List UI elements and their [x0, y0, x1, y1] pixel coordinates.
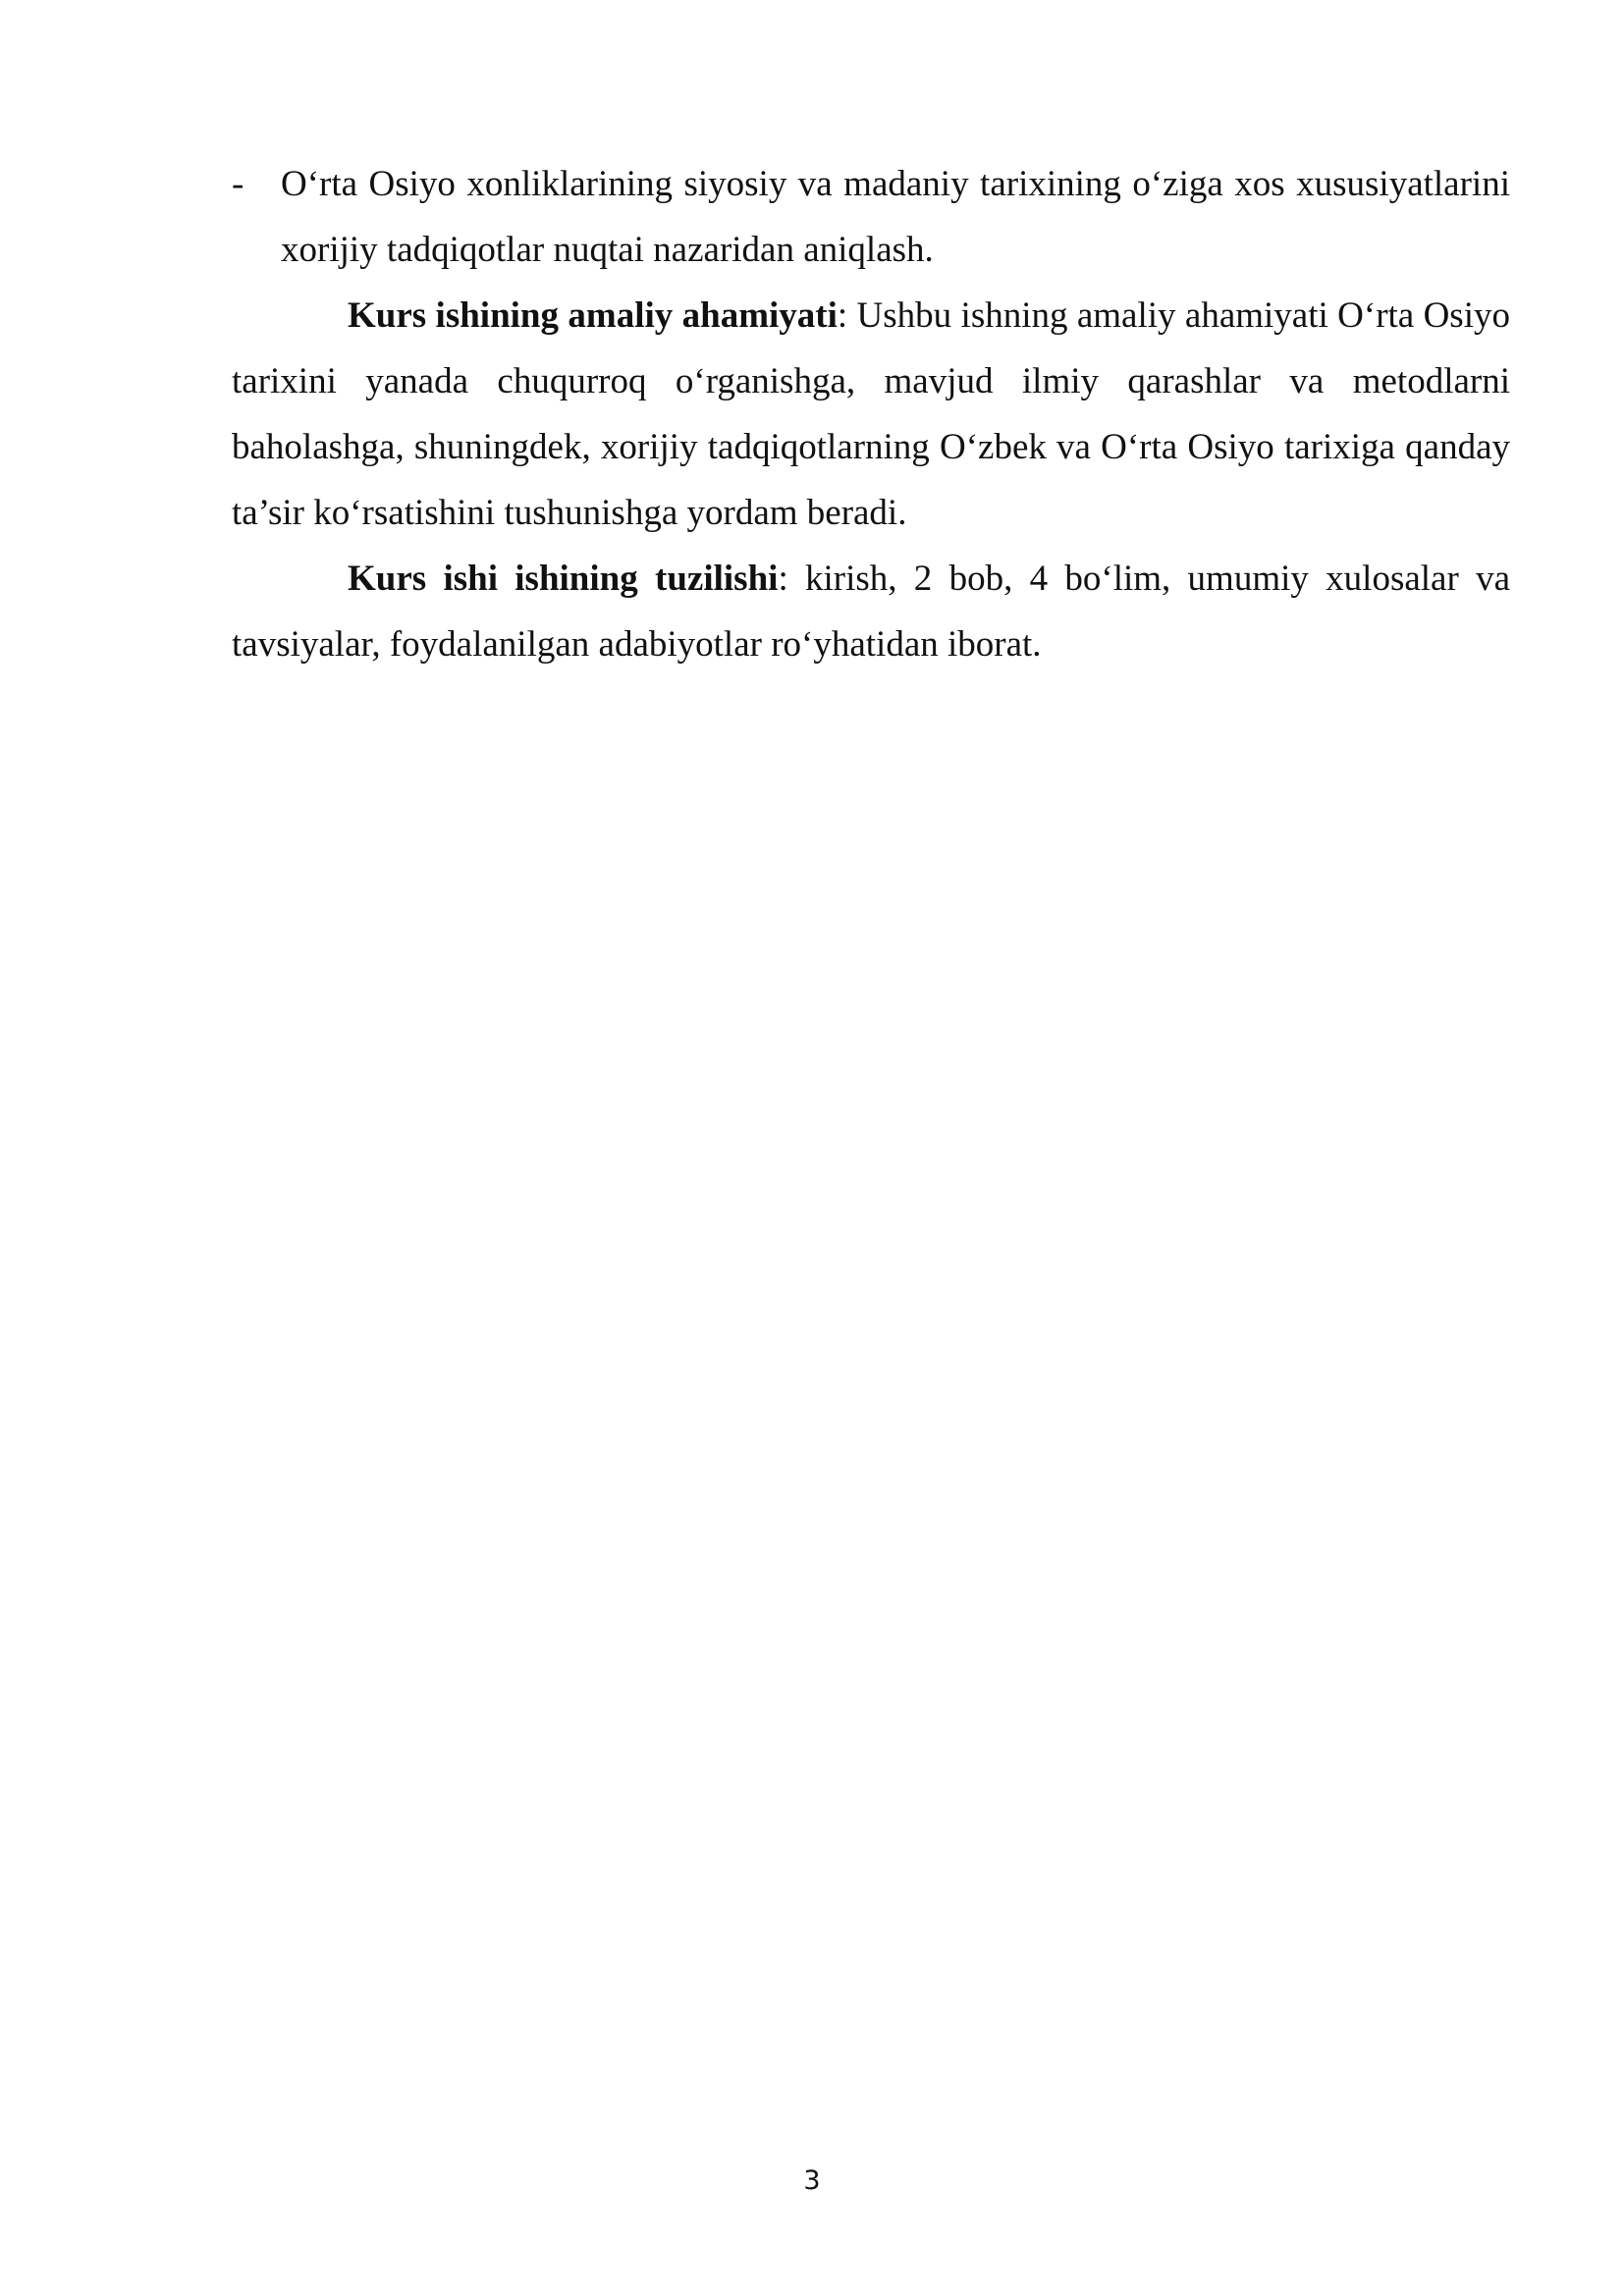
bullet-text: O‘rta Osiyo xonliklarining siyosiy va madaniy tarixining o‘ziga xos xususiyatlarini xorijiy tadqiqotlar nuqtai nazaridan aniqlash.: [281, 164, 1510, 270]
practical-significance-paragraph: [232, 283, 1510, 546]
page-body: [232, 151, 1510, 677]
structure-paragraph: [232, 546, 1510, 677]
structure-text: : kirish, 2 bob, 4 bo‘lim, umumiy xulosalar va tavsiyalar, foydalanilgan adabiyotlar ro‘yhatidan iborat.: [232, 559, 1510, 665]
bullet-marker: -: [232, 164, 244, 204]
structure-heading: Kurs ishi ishining tuzilishi: [348, 559, 779, 599]
bullet-list-item: [232, 151, 1510, 283]
practical-significance-text: : Ushbu ishning amaliy ahamiyati O‘rta Osiyo tarixini yanada chuqurroq o‘rganishga, mavjud ilmiy qarashlar va metodlarni baholashga, shuningdek, xorijiy tadqiqotlarning O‘zbek va O‘rta Osiyo tarixiga qanday ta’sir ko‘rsatishini tushunishga yordam beradi.: [232, 295, 1510, 533]
page-number: 3: [803, 2165, 821, 2196]
practical-significance-heading: Kurs ishining amaliy ahamiyati: [348, 295, 838, 336]
